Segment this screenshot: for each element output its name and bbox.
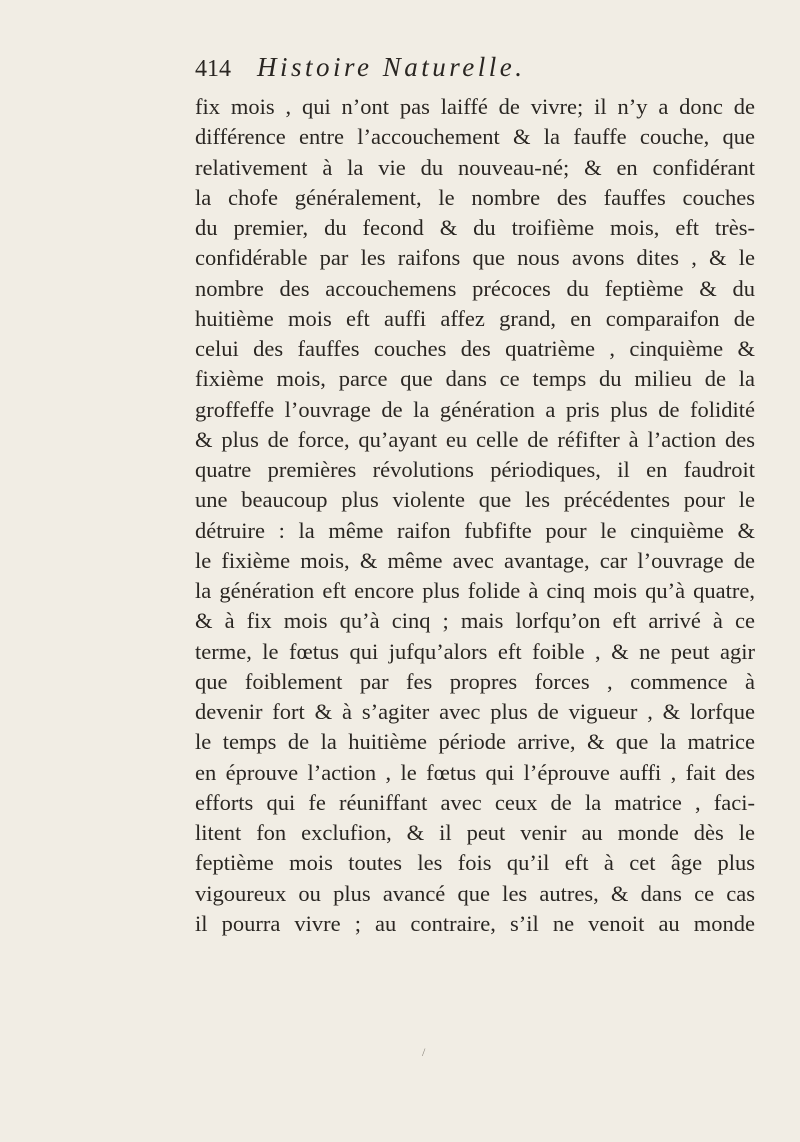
text-line: terme, le fœtus qui jufqu’alors eft foible , & ne peut agir [195,638,755,664]
text-line: confidérable par les raifons que nous avons dites , & le [195,245,755,271]
text-line: fix mois , qui n’ont pas laiffé de vivre; il n’y a donc de [195,94,755,119]
text-line: groffeffe l’ouvrage de la génération a pris plus de folidité [195,396,755,422]
page-header [195,52,615,96]
text-line: huitième mois eft auffi affez grand, en comparaifon de [195,305,755,331]
text-line: la génération eft encore plus folide à cinq mois qu’à quatre, [195,578,755,603]
text-line: celui des fauffes couches des quatrième , cinquième & [195,336,755,361]
text-line: fixième mois, parce que dans ce temps du milieu de la [195,366,755,392]
body-text [195,92,755,939]
text-line: détruire : la même raifon fubfifte pour le cinquième & [195,517,755,543]
text-line: une beaucoup plus violente que les précédentes pour le [195,487,755,513]
text-line: le temps de la huitième période arrive, & que la matrice [195,729,755,755]
text-line: devenir fort & à s’agiter avec plus de vigueur , & lorfque [195,699,755,724]
text-line: la chofe généralement, le nombre des fauffes couches [195,184,755,210]
text-line: feptième mois toutes les fois qu’il eft à cet âge plus [195,850,755,876]
page-number: 414 [195,56,231,82]
footer-mark: / [422,1045,426,1059]
running-title: Histoire Naturelle. [257,52,526,82]
text-line: différence entre l’accouchement & la fauffe couche, que [195,124,755,150]
text-line: nombre des accouchemens précoces du feptième & du [195,275,755,301]
text-line: & à fix mois qu’à cinq ; mais lorfqu’on eft arrivé à ce [195,608,755,634]
text-line: il pourra vivre ; au contraire, s’il ne venoit au monde [195,910,755,936]
text-line: que foiblement par fes propres forces , commence à [195,668,755,694]
text-line: quatre premières révolutions périodiques, il en faudroit [195,457,755,482]
text-line: le fixième mois, & même avec avantage, car l’ouvrage de [195,547,755,573]
text-line: en éprouve l’action , le fœtus qui l’éprouve auffi , fait des [195,759,755,785]
text-line: litent fon exclufion, & il peut venir au monde dès le [195,820,755,845]
text-line: efforts qui fe réuniffant avec ceux de la matrice , faci- [195,789,755,815]
text-line: vigoureux ou plus avancé que les autres, & dans ce cas [195,880,755,906]
text-line: relativement à la vie du nouveau-né; & en confidérant [195,154,755,180]
text-line: & plus de force, qu’ayant eu celle de réfifter à l’action des [195,426,755,452]
text-line: du premier, du fecond & du troifième mois, eft très- [195,215,755,240]
